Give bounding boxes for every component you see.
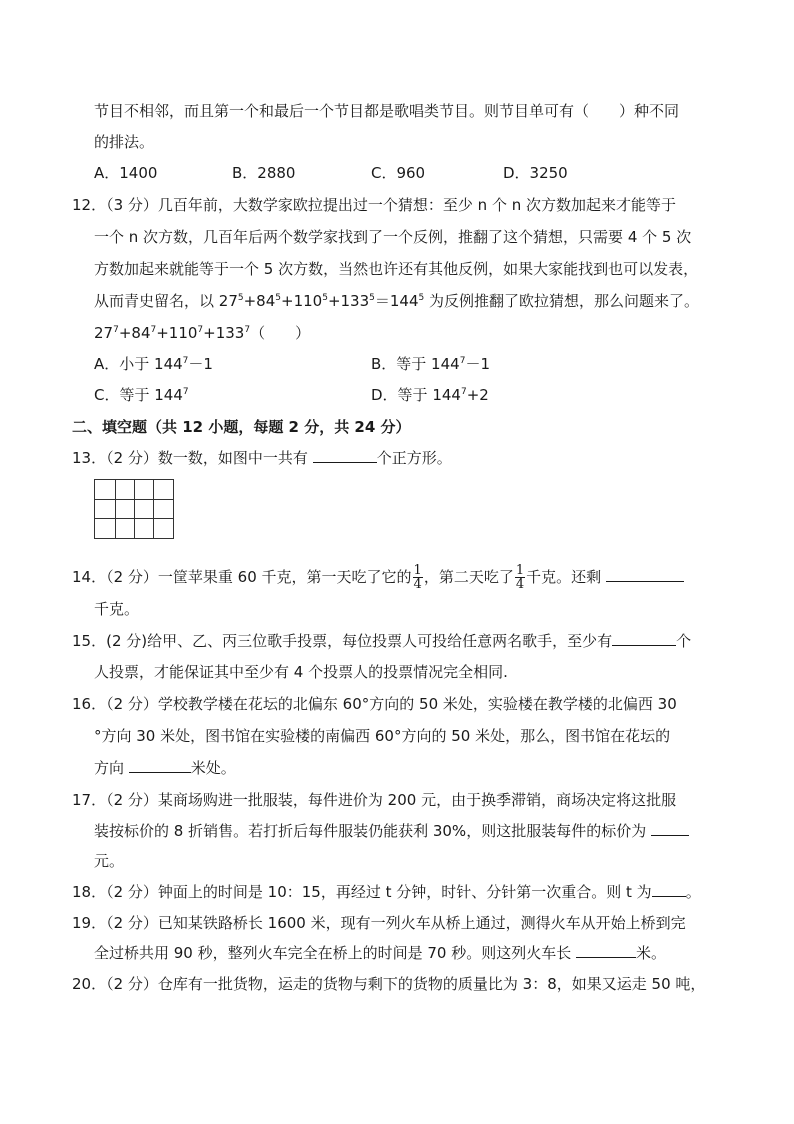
- q12-text-1: （3 分）几百年前，大数学家欧拉提出过一个猜想：至少 n 个 n 次方数加起来才能等于: [106, 196, 676, 214]
- q18-line: [72, 882, 701, 902]
- option-exp: 7: [459, 356, 466, 366]
- q19-answer-blank[interactable]: [576, 943, 636, 958]
- expr-base: +84: [118, 324, 151, 342]
- q17-text-2: 装按标价的 8 折销售。若打折后每件服装仍能获利 30%，则这批服装每件的标价为: [94, 822, 651, 840]
- option-text: C．等于 144: [94, 386, 183, 404]
- option-text: +2: [466, 386, 489, 404]
- q12-option-d[interactable]: [371, 385, 489, 405]
- expr-exp: 7: [197, 325, 204, 335]
- grid-line: [95, 499, 173, 500]
- eq-base: ＝144: [374, 292, 419, 310]
- q14-text-2: ，第二天吃了: [423, 568, 514, 586]
- option-text: B．等于 144: [371, 355, 460, 373]
- q17-number: 17．: [72, 791, 107, 809]
- eq-exp: 5: [369, 293, 375, 303]
- eq-exp: 5: [418, 293, 425, 303]
- q15-line2: 人投票，才能保证其中至少有 4 个投票人的投票情况完全相同.: [94, 663, 508, 681]
- q11-line2: 的排法。: [94, 133, 155, 151]
- q12-equation: [219, 292, 424, 310]
- q17-line1: [72, 790, 676, 810]
- eq-base: +133: [327, 292, 370, 310]
- q12-option-c[interactable]: [94, 385, 189, 405]
- squares-grid-figure: [94, 479, 174, 539]
- q13-answer-blank[interactable]: [313, 448, 377, 463]
- q16-line1: [72, 694, 677, 714]
- q16-number: 16．: [72, 695, 107, 713]
- option-text: D．等于 144: [371, 386, 461, 404]
- q16-line3: [94, 758, 236, 778]
- q17-text-1: （2 分）某商场购进一批服装，每件进价为 200 元，由于换季滞销，商场决定将这批服: [106, 791, 677, 809]
- expr-exp: 7: [244, 325, 251, 335]
- eq-exp: 5: [322, 293, 328, 303]
- option-text: A．小于 144: [94, 355, 183, 373]
- expr-base: +110: [156, 324, 198, 342]
- q12-question-expr: [94, 323, 310, 343]
- q19-line2: [94, 943, 666, 963]
- grid-line: [115, 480, 116, 538]
- grid-line: [95, 518, 173, 519]
- q14-number: 14．: [72, 568, 107, 586]
- q14-line2: 千克。: [94, 600, 140, 618]
- q16-text-3a: 方向: [94, 759, 129, 777]
- q12-option-b[interactable]: [371, 354, 490, 374]
- q20-line1: [72, 974, 705, 994]
- option-exp: 7: [182, 356, 189, 366]
- option-text: －1: [465, 355, 490, 373]
- q18-answer-blank[interactable]: [652, 882, 686, 897]
- q13-tail: 个正方形。: [376, 449, 452, 467]
- option-exp: 7: [460, 387, 467, 397]
- q17-line3: 元。: [94, 852, 125, 870]
- fraction-one-quarter: [413, 564, 423, 591]
- q16-text-3b: 米处。: [190, 759, 236, 777]
- fraction-numerator: 1: [515, 563, 525, 578]
- eq-base: +84: [243, 292, 276, 310]
- q16-answer-blank[interactable]: [129, 758, 191, 773]
- fraction-one-quarter: [515, 564, 525, 591]
- q19-text-2b: 米。: [636, 944, 667, 962]
- q14-line1: [72, 564, 684, 591]
- q17-line2: [94, 821, 689, 841]
- q17-answer-blank[interactable]: [651, 821, 689, 836]
- q12-line4-end: 为反例推翻了欧拉猜想，那么问题来了。: [424, 292, 700, 310]
- q15-line1: [72, 631, 691, 651]
- q19-number: 19．: [72, 914, 107, 932]
- expr-exp: 7: [150, 325, 157, 335]
- expr-base: +133: [203, 324, 245, 342]
- q13-number: 13．: [72, 449, 107, 467]
- q15-answer-blank[interactable]: [612, 631, 676, 646]
- q12-line1: [72, 195, 676, 215]
- q16-text-1: （2 分）学校教学楼在花坛的北偏东 60°方向的 50 米处，实验楼在教学楼的北偏西 30: [106, 695, 677, 713]
- q12-number: 12．: [72, 196, 107, 214]
- q12-line4-start: 从而青史留名，以: [94, 292, 219, 310]
- q19-text-2a: 全过桥共用 90 秒，整列火车完全在桥上的时间是 70 秒。则这列火车长: [94, 944, 577, 962]
- option-text: －1: [188, 355, 213, 373]
- q12-line2: 一个 n 次方数，几百年后两个数学家找到了一个反例，推翻了这个猜想，只需要 4 个 5 次: [94, 228, 692, 246]
- q13-text: （2 分）数一数，如图中一共有: [106, 449, 313, 467]
- q11-option-c[interactable]: C．960: [371, 164, 426, 182]
- fraction-denominator: 4: [413, 577, 422, 592]
- q18-number: 18．: [72, 883, 107, 901]
- q20-text-1: （2 分）仓库有一批货物，运走的货物与剩下的货物的质量比为 3：8，如果又运走 50 吨，: [106, 975, 706, 993]
- q12-line3: 方数加起来就能等于一个 5 次方数，当然也许还有其他反例，如果大家能找到也可以发表，: [94, 260, 699, 278]
- q20-number: 20．: [72, 975, 107, 993]
- q13-line: [72, 448, 452, 468]
- q19-line1: [72, 913, 686, 933]
- q16-line2: °方向 30 米处，图书馆在实验楼的南偏西 60°方向的 50 米处，那么，图书馆在花坛的: [94, 727, 671, 745]
- q11-option-a[interactable]: A．1400: [94, 164, 158, 182]
- q12-option-a[interactable]: [94, 354, 213, 374]
- eq-base: 27: [218, 292, 238, 310]
- grid-line: [134, 480, 135, 538]
- q14-answer-blank[interactable]: [606, 567, 684, 582]
- q15-text-1: (2 分)给甲、乙、丙三位歌手投票，每位投票人可投给任意两名歌手，至少有: [106, 632, 613, 650]
- option-exp: 7: [182, 387, 189, 397]
- q15-number: 15．: [72, 632, 107, 650]
- q19-text-1: （2 分）已知某铁路桥长 1600 米，现有一列火车从桥上通过，测得火车从开始上桥到完: [106, 914, 686, 932]
- eq-exp: 5: [275, 293, 281, 303]
- q14-text-3: 千克。还剩: [526, 568, 606, 586]
- answer-paren: （ ）: [250, 324, 311, 342]
- q12-line4: [94, 291, 699, 311]
- q11-option-d[interactable]: D．3250: [503, 164, 568, 182]
- section-fill-in-heading: 二、填空题（共 12 小题，每题 2 分，共 24 分）: [72, 418, 411, 436]
- expr-base: 27: [94, 324, 114, 342]
- q15-text-2: 个: [676, 632, 692, 650]
- expr-exp: 7: [113, 325, 119, 335]
- grid-line: [153, 480, 154, 538]
- eq-base: +110: [281, 292, 323, 310]
- q11-line1: 节目不相邻，而且第一个和最后一个节目都是歌唱类节目。则节目单可有（ ）种不同: [94, 102, 680, 120]
- eq-exp: 5: [237, 293, 244, 303]
- q11-option-b[interactable]: B．2880: [232, 164, 296, 182]
- fraction-denominator: 4: [515, 577, 525, 592]
- q18-text: （2 分）钟面上的时间是 10：15，再经过 t 分钟，时针、分针第一次重合。则 t 为: [106, 883, 652, 901]
- q18-tail: 。: [685, 883, 701, 901]
- fraction-numerator: 1: [413, 563, 422, 578]
- q14-text-1: （2 分）一筐苹果重 60 千克，第一天吃了它的: [106, 568, 412, 586]
